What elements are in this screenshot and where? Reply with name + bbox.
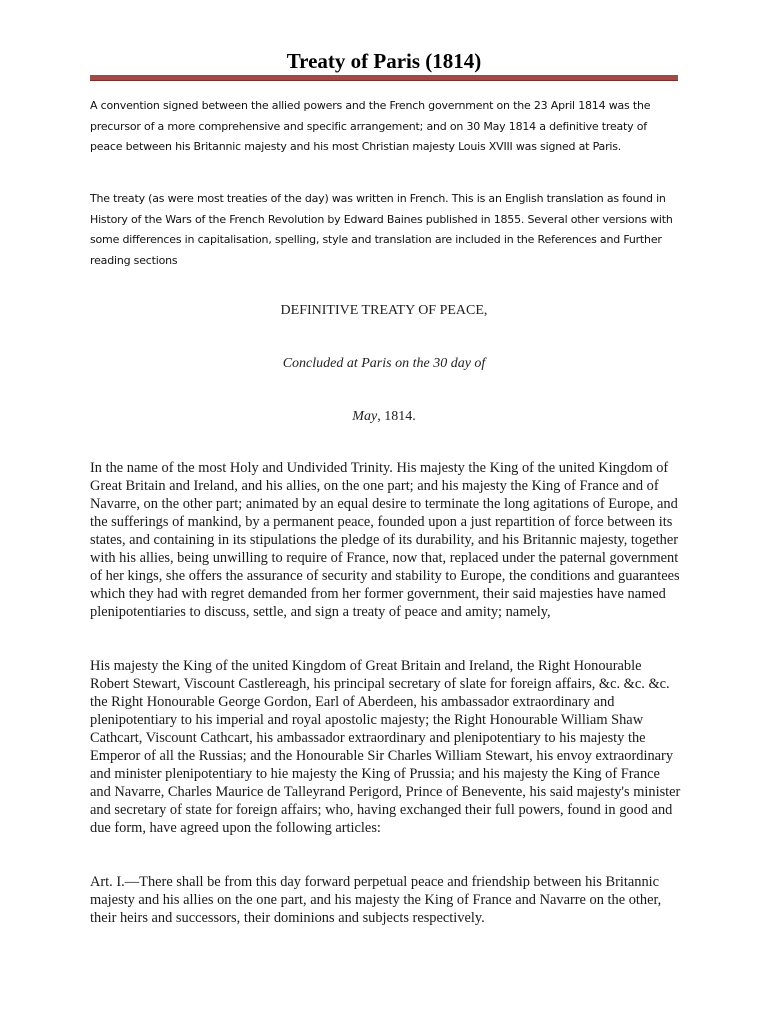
- treaty-heading: DEFINITIVE TREATY OF PEACE,: [280, 303, 488, 318]
- intro-paragraph-2: The treaty (as were most treaties of the day) was written in French. This is an English translation as found in History of the Wars of the French Revolution by Edward Baines published in 1855. Several other versions with some differences in capitalisation, spelling, style and translation are included in the References and Further reading sections: [90, 192, 673, 267]
- treaty-concluded-line: Concluded at Paris on the 30 day of: [282, 356, 486, 371]
- treaty-article-1-paragraph: Art. I.—There shall be from this day forward perpetual peace and friendship between his Britannic majesty and his allies on the one part, and his majesty the King of France and Navarre on the other, their heirs and successors, their dominions and subjects respectively.: [90, 874, 662, 926]
- document-title: Treaty of Paris (1814): [286, 49, 482, 73]
- treaty-plenipotentiaries-paragraph: His majesty the King of the united Kingdom of Great Britain and Ireland, the Right Honourable Robert Stewart, Viscount Castlereagh, his principal secretary of slate for foreign affairs, &c. &c. &c. the Right Honourable George Gordon, Earl of Aberdeen, his ambassador extraordinary and plenipotentiary to his imperial and royal apostolic majesty; the Right Honourable William Shaw Cathcart, Viscount Cathcart, his ambassador extraordinary and plenipotentiary to his majesty the Emperor of all the Russias; and the Honourable Sir Charles William Stewart, his envoy extraordinary and minister plenipotentiary to hie majesty the King of Prussia; and his majesty the King of France and Navarre, Charles Maurice de Talleyrand Perigord, Prince of Benevente, his said majesty's minister and secretary of state for foreign affairs; who, having exchanged their full powers, found in good and due form, have agreed upon the following articles:: [90, 658, 681, 836]
- title-underline-rule: [90, 75, 678, 80]
- treaty-date-line: [0, 409, 768, 425]
- treaty-date-month: May: [352, 409, 378, 424]
- intro-paragraph-1: A convention signed between the allied powers and the French government on the 23 April 1814 was the precursor of a more comprehensive and specific arrangement; and on 30 May 1814 a definitive treaty of peace between his Britannic majesty and his most Christian majesty Louis XVIII was signed at Paris.: [90, 99, 651, 153]
- treaty-preamble-paragraph: In the name of the most Holy and Undivided Trinity. His majesty the King of the united Kingdom of Great Britain and Ireland, and his allies, on the one part; and his majesty the King of France and of Navarre, on the other part; animated by an equal desire to terminate the long agitations of Europe, and the sufferings of mankind, by a permanent peace, founded upon a just repartition of force between its states, and containing in its stipulations the pledge of its durability, and his Britannic majesty, together with his allies, being unwilling to require of France, now that, replaced under the paternal government of her kings, she offers the assurance of security and stability to Europe, the conditions and guarantees which they had with regret demanded from her former government, their said majesties have named plenipotentiaries to discuss, settle, and sign a treaty of peace and amity; namely,: [90, 460, 680, 620]
- treaty-date-year: , 1814.: [377, 409, 416, 424]
